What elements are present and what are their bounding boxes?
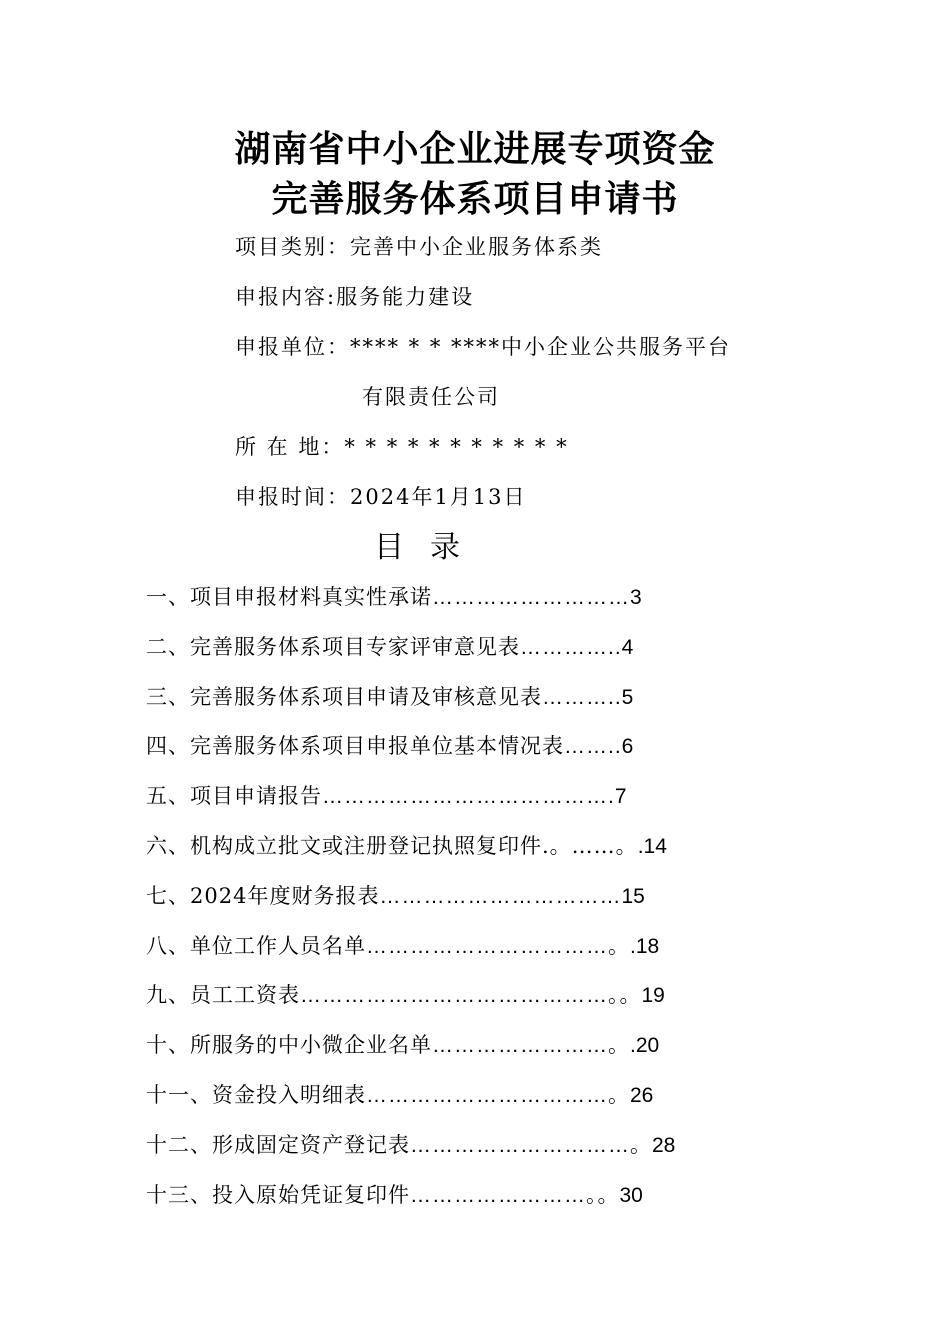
toc-item[interactable]: [146, 1028, 659, 1062]
toc-item-page-number: 28: [652, 1134, 676, 1157]
toc-item[interactable]: [146, 829, 667, 863]
toc-item-leader: …………..: [520, 636, 622, 659]
toc-item-page-number: 30: [619, 1184, 643, 1207]
meta-value-content: 服务能力建设: [336, 285, 475, 309]
meta-label-unit: 申报单位：: [235, 335, 350, 359]
toc-item-page-number: 26: [630, 1084, 654, 1107]
toc-item-page-number: 3: [630, 586, 642, 609]
meta-row-date: [235, 480, 527, 514]
toc-item-leader: ………………………………….: [322, 785, 615, 808]
toc-item-title: 十三、投入原始凭证复印件: [146, 1183, 410, 1207]
meta-label-date: 申报时间：: [235, 485, 350, 509]
meta-row-unit: [235, 330, 731, 364]
toc-item[interactable]: [146, 729, 633, 763]
toc-item-title: 四、完善服务体系项目申报单位基本情况表: [146, 734, 564, 758]
meta-label-location: 所 在 地：: [235, 435, 345, 459]
toc-item-title: 十一、资金投入明细表: [146, 1083, 366, 1107]
document-title-line-2: 完善服务体系项目申请书: [271, 179, 679, 220]
meta-value-location: * * * * * * * * * * *: [344, 435, 569, 459]
meta-row-content: [235, 280, 474, 314]
toc-item[interactable]: [146, 779, 627, 813]
toc-item-leader: ……………………………………。。: [300, 984, 642, 1007]
toc-item-leader: ………………………: [432, 586, 630, 609]
toc-item-title: 九、员工工资表: [146, 983, 300, 1007]
meta-label-category: 项目类别：: [235, 235, 350, 259]
toc-item-title: 二、完善服务体系项目专家评审意见表: [146, 635, 520, 659]
toc-item-page-number: .18: [630, 935, 660, 958]
toc-item-leader: ……………………。: [432, 1034, 630, 1057]
toc-item-leader: ……………………………。: [366, 935, 630, 958]
toc-item[interactable]: [146, 978, 665, 1012]
meta-row-location: [235, 430, 569, 464]
meta-value-unit-continued: 有限责任公司: [362, 385, 500, 409]
meta-value-unit: **** * * ****中小企业公共服务平台: [350, 335, 732, 359]
toc-item-title: 十二、形成固定资产登记表: [146, 1133, 410, 1157]
toc-item-leader: ……………………………: [379, 885, 622, 908]
toc-item-page-number: 19: [641, 984, 665, 1007]
toc-item-title: 十、所服务的中小微企业名单: [146, 1033, 432, 1057]
toc-item[interactable]: [146, 630, 633, 664]
toc-item[interactable]: [146, 680, 633, 714]
toc-item-leader: ……..: [564, 735, 622, 758]
toc-item-leader: ……………………………。: [366, 1084, 630, 1107]
toc-item-title: 六、机构成立批文或注册登记执照复印件.。……。: [146, 834, 638, 858]
toc-item[interactable]: [146, 929, 659, 963]
toc-item-leader: ………..: [542, 686, 622, 709]
toc-item[interactable]: [146, 580, 642, 614]
toc-item-page-number: 7: [614, 785, 627, 808]
document-title-line-1: 湖南省中小企业进展专项资金: [234, 129, 716, 170]
toc-item[interactable]: [146, 1128, 675, 1162]
meta-value-date: 2024年1月13日: [350, 485, 527, 509]
meta-row-category: [235, 230, 603, 264]
toc-item-title: 七、2024年度财务报表: [146, 884, 380, 908]
toc-item-title: 三、完善服务体系项目申请及审核意见表: [146, 685, 542, 709]
meta-label-content: 申报内容:: [235, 285, 337, 309]
toc-item[interactable]: [146, 1178, 643, 1212]
toc-item-title: 一、项目申报材料真实性承诺: [146, 585, 432, 609]
toc-item-page-number: 6: [621, 735, 634, 758]
toc-item-title: 五、项目申请报告: [146, 784, 322, 808]
meta-value-category: 完善中小企业服务体系类: [350, 235, 603, 259]
toc-heading: 目录: [374, 530, 486, 565]
toc-item[interactable]: [146, 1078, 653, 1112]
toc-item[interactable]: [146, 879, 645, 913]
toc-item-leader: …………………………。: [410, 1134, 652, 1157]
toc-item-page-number: 5: [621, 686, 634, 709]
toc-item-title: 八、单位工作人员名单: [146, 934, 366, 958]
toc-item-leader: ……………………。。: [410, 1184, 620, 1207]
toc-item-page-number: 4: [621, 636, 634, 659]
toc-item-page-number: .20: [630, 1034, 660, 1057]
toc-item-page-number: 15: [621, 885, 645, 908]
toc-item-page-number: .14: [637, 835, 667, 858]
